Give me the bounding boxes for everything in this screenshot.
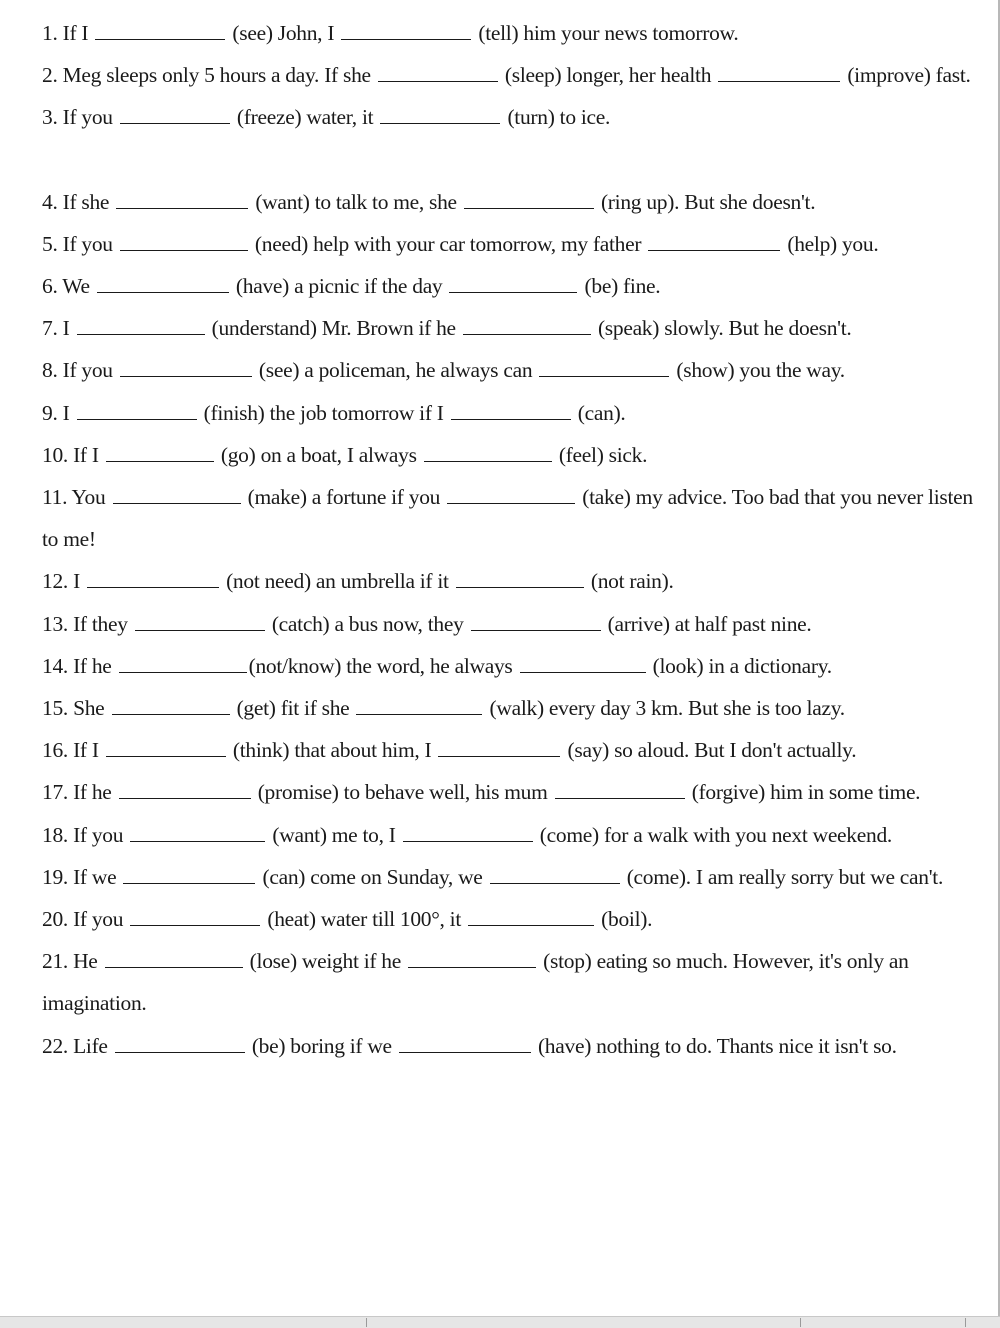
item-number: 5. — [42, 231, 58, 256]
item-text: (have) a picnic if the day — [230, 274, 448, 299]
answer-blank[interactable] — [356, 693, 482, 716]
item-text: (have) nothing to do. Thants nice it isn't so. — [532, 1033, 897, 1058]
item-text: I — [62, 400, 75, 425]
item-number: 17. — [42, 780, 68, 805]
item-text: (ring up). But she doesn't. — [595, 189, 816, 214]
exercise-item — [42, 645, 987, 687]
exercise-item — [42, 603, 987, 645]
item-text: (feel) sick. — [553, 442, 648, 467]
item-number: 22. — [42, 1033, 68, 1058]
answer-blank[interactable] — [106, 735, 226, 758]
item-text: If I — [73, 442, 104, 467]
item-number: 21. — [42, 949, 68, 974]
answer-blank[interactable] — [106, 439, 214, 462]
item-number: 15. — [42, 696, 68, 721]
exercise-item — [42, 560, 987, 602]
item-text: (improve) fast. — [842, 63, 971, 88]
item-text: You — [71, 485, 111, 510]
item-text: (promise) to behave well, his mum — [252, 780, 553, 805]
answer-blank[interactable] — [135, 608, 265, 631]
item-text: (not need) an umbrella if it — [221, 569, 454, 594]
answer-blank[interactable] — [123, 861, 255, 884]
ruler-tick — [800, 1318, 801, 1327]
answer-blank[interactable] — [113, 482, 241, 505]
item-text: (heat) water till 100°, it — [262, 907, 467, 932]
item-text: (help) you. — [782, 231, 879, 256]
item-text: If I — [73, 738, 104, 763]
item-text: (can). — [572, 400, 626, 425]
item-text: (come). I am really sorry but we can't. — [621, 864, 944, 889]
item-text: (think) that about him, I — [227, 738, 437, 763]
exercise-list — [42, 12, 987, 1067]
item-number: 20. — [42, 907, 68, 932]
answer-blank[interactable] — [120, 228, 248, 251]
exercise-item — [42, 729, 987, 771]
answer-blank[interactable] — [87, 566, 219, 589]
answer-blank[interactable] — [408, 946, 536, 969]
item-text: If you — [62, 231, 118, 256]
item-text: (arrive) at half past nine. — [602, 611, 812, 636]
item-text: (need) help with your car tomorrow, my father — [249, 231, 647, 256]
item-text: (be) boring if we — [246, 1033, 397, 1058]
item-text: If you — [73, 822, 129, 847]
item-text: If you — [62, 358, 118, 383]
item-text: I — [73, 569, 85, 594]
item-text: We — [62, 274, 95, 299]
answer-blank[interactable] — [115, 1030, 245, 1053]
exercise-item — [42, 265, 987, 307]
item-text: (be) fine. — [579, 274, 661, 299]
answer-blank[interactable] — [464, 186, 594, 209]
item-text: (forgive) him in some time. — [686, 780, 921, 805]
answer-blank[interactable] — [490, 861, 620, 884]
answer-blank[interactable] — [77, 313, 205, 336]
item-text: (not/know) the word, he always — [248, 653, 518, 678]
item-number: 19. — [42, 864, 68, 889]
answer-blank[interactable] — [449, 271, 577, 294]
item-number: 4. — [42, 189, 58, 214]
item-text: (come) for a walk with you next weekend. — [534, 822, 892, 847]
exercise-item — [42, 856, 987, 898]
item-text: (look) in a dictionary. — [647, 653, 832, 678]
item-text: (show) you the way. — [671, 358, 845, 383]
item-number: 16. — [42, 738, 68, 763]
exercise-item — [42, 223, 987, 265]
answer-blank[interactable] — [120, 355, 252, 378]
answer-blank[interactable] — [463, 313, 591, 336]
item-text: (see) John, I — [227, 21, 340, 45]
item-text: (speak) slowly. But he doesn't. — [592, 316, 852, 341]
item-text: Life — [73, 1033, 113, 1058]
answer-blank[interactable] — [718, 60, 840, 83]
item-text: If you — [73, 907, 129, 932]
item-text: (boil). — [596, 907, 653, 932]
item-text: (go) on a boat, I always — [215, 442, 422, 467]
item-text: (stop) eating so much. However, it's only an imagination. — [42, 949, 909, 1016]
item-text: Meg sleeps only 5 hours a day. If she — [62, 63, 376, 88]
item-text: (catch) a bus now, they — [266, 611, 469, 636]
answer-blank[interactable] — [120, 102, 230, 125]
item-text: (finish) the job tomorrow if I — [198, 400, 449, 425]
item-text: (walk) every day 3 km. But she is too lazy. — [484, 696, 845, 721]
answer-blank[interactable] — [471, 608, 601, 631]
item-number: 9. — [42, 400, 58, 425]
answer-blank[interactable] — [105, 946, 243, 969]
item-text: (tell) him your news tomorrow. — [473, 21, 739, 45]
item-text: If she — [62, 189, 115, 214]
item-number: 18. — [42, 822, 68, 847]
item-text: (turn) to ice. — [502, 105, 611, 130]
item-number: 8. — [42, 358, 58, 383]
item-text: (not rain). — [585, 569, 674, 594]
item-text: (want) to talk to me, she — [250, 189, 462, 214]
item-number: 7. — [42, 316, 58, 341]
exercise-item — [42, 54, 987, 96]
answer-blank[interactable] — [468, 904, 594, 927]
exercise-item — [42, 687, 987, 729]
exercise-item — [42, 1025, 987, 1067]
answer-blank[interactable] — [119, 777, 251, 800]
item-text: (can) come on Sunday, we — [257, 864, 488, 889]
answer-blank[interactable] — [380, 102, 500, 125]
exercise-item — [42, 814, 987, 856]
answer-blank[interactable] — [438, 735, 560, 758]
item-text: I — [62, 316, 75, 341]
answer-blank[interactable] — [378, 60, 498, 83]
ruler-tick — [366, 1318, 367, 1327]
item-text: (freeze) water, it — [231, 105, 379, 130]
exercise-item — [42, 898, 987, 940]
item-text: If they — [73, 611, 133, 636]
item-text: (make) a fortune if you — [242, 485, 446, 510]
answer-blank[interactable] — [539, 355, 669, 378]
answer-blank[interactable] — [456, 566, 584, 589]
exercise-item — [42, 307, 987, 349]
item-text: If I — [62, 21, 94, 45]
answer-blank[interactable] — [424, 439, 552, 462]
answer-blank[interactable] — [520, 650, 646, 673]
answer-blank[interactable] — [403, 819, 533, 842]
exercise-item — [42, 181, 987, 223]
item-number: 11. — [42, 485, 68, 510]
item-text: (understand) Mr. Brown if he — [206, 316, 461, 341]
item-number: 10. — [42, 442, 68, 467]
answer-blank[interactable] — [130, 819, 265, 842]
answer-blank[interactable] — [648, 228, 780, 251]
item-text: (say) so aloud. But I don't actually. — [562, 738, 857, 763]
answer-blank[interactable] — [112, 693, 230, 716]
exercise-item — [42, 940, 987, 1024]
item-text: If he — [73, 780, 117, 805]
exercise-item — [42, 349, 987, 391]
item-text: If you — [62, 105, 118, 130]
item-number: 6. — [42, 274, 58, 299]
item-number: 14. — [42, 653, 68, 678]
exercise-item — [42, 392, 987, 434]
item-text: (want) me to, I — [267, 822, 401, 847]
item-text: If he — [73, 653, 117, 678]
exercise-item — [42, 96, 987, 138]
item-text: (lose) weight if he — [244, 949, 407, 974]
item-number: 2. — [42, 63, 58, 88]
answer-blank[interactable] — [77, 397, 197, 420]
item-text: (take) my advice. Too bad that you never listen to me! — [42, 485, 973, 552]
answer-blank[interactable] — [116, 186, 248, 209]
item-number: 12. — [42, 569, 68, 594]
answer-blank[interactable] — [341, 18, 471, 41]
exercise-item — [42, 771, 987, 813]
answer-blank[interactable] — [447, 482, 575, 505]
exercise-item — [42, 12, 987, 54]
bottom-scrollbar[interactable] — [0, 1316, 1000, 1328]
answer-blank[interactable] — [451, 397, 571, 420]
answer-blank[interactable] — [555, 777, 685, 800]
item-number: 13. — [42, 611, 68, 636]
answer-blank[interactable] — [97, 271, 229, 294]
item-text: (get) fit if she — [231, 696, 355, 721]
item-text: (sleep) longer, her health — [499, 63, 717, 88]
answer-blank[interactable] — [95, 18, 225, 41]
item-number: 1. — [42, 21, 58, 45]
exercise-item — [42, 476, 987, 560]
exercise-item — [42, 434, 987, 476]
item-text: He — [73, 949, 103, 974]
ruler-tick — [965, 1318, 966, 1327]
answer-blank[interactable] — [119, 650, 247, 673]
answer-blank[interactable] — [399, 1030, 531, 1053]
item-text: If we — [73, 864, 122, 889]
answer-blank[interactable] — [130, 904, 260, 927]
item-text: She — [73, 696, 110, 721]
item-number: 3. — [42, 105, 58, 130]
item-text: (see) a policeman, he always can — [253, 358, 538, 383]
